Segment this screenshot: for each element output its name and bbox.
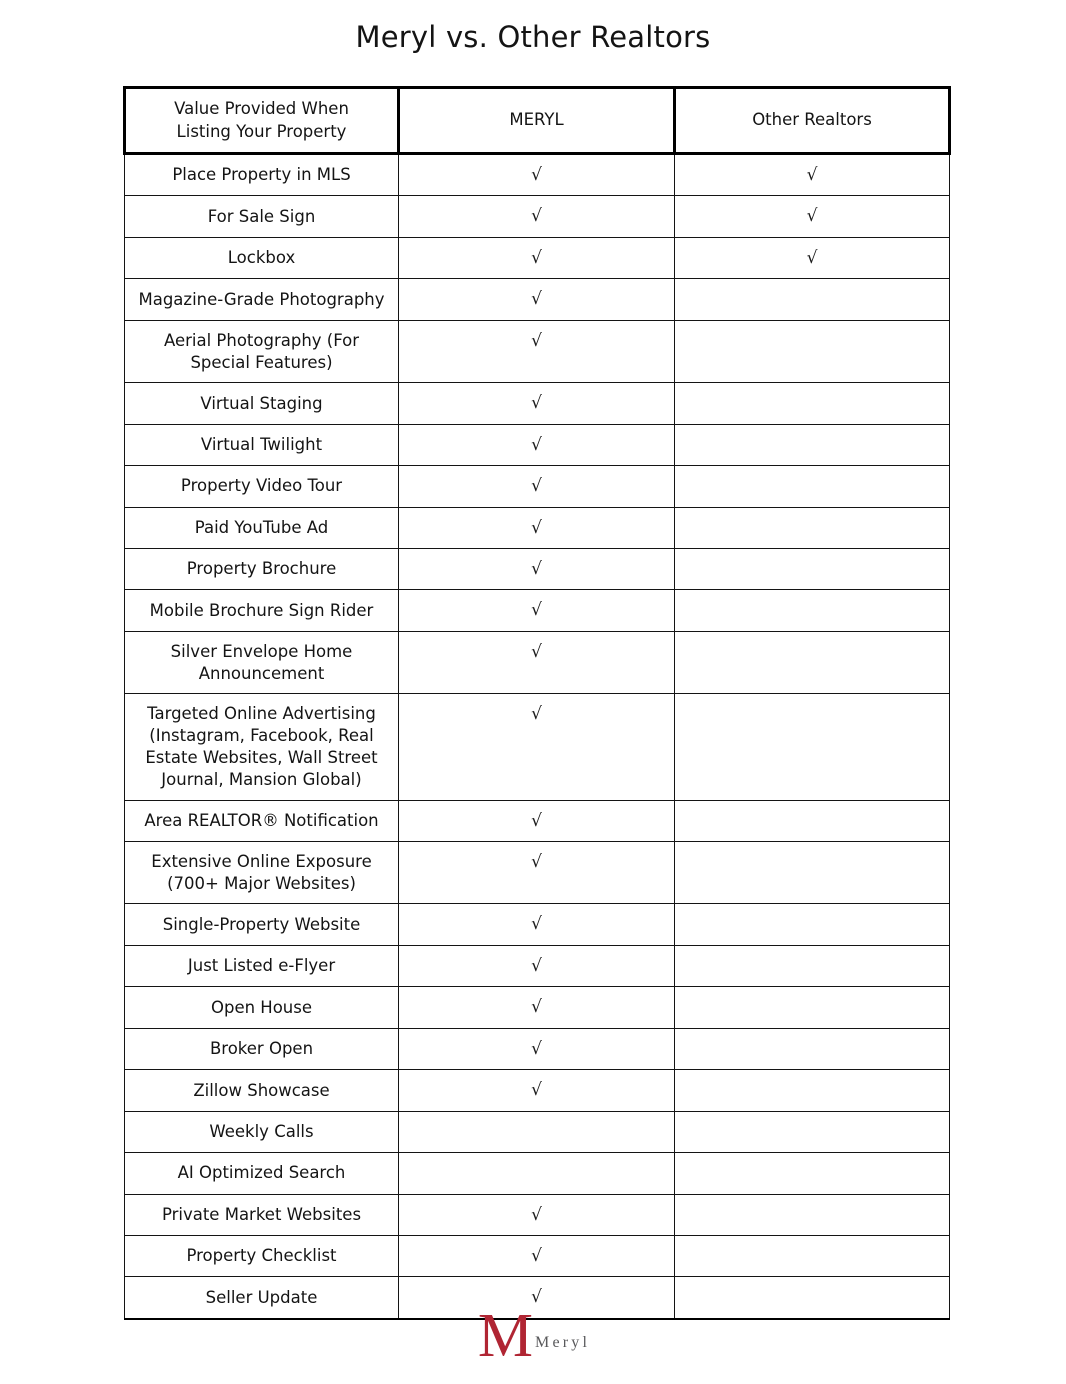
feature-cell — [125, 383, 399, 424]
checkmark-icon: √ — [531, 955, 542, 976]
checkmark-icon: √ — [531, 1245, 542, 1266]
meryl-mark-cell — [399, 549, 675, 590]
feature-label-line: Virtual Staging — [200, 393, 323, 413]
feature-label-line: Place Property in MLS — [172, 165, 351, 185]
checkmark-icon: √ — [531, 289, 542, 310]
meryl-mark-cell — [399, 1194, 675, 1235]
other-realtors-mark-cell — [675, 424, 950, 465]
meryl-logo-inner — [477, 1302, 591, 1370]
meryl-monogram-icon: M — [477, 1302, 534, 1370]
feature-label-line: Journal, Mansion Global) — [161, 769, 362, 789]
meryl-mark-cell — [399, 590, 675, 631]
other-realtors-mark-cell — [675, 904, 950, 945]
feature-label-line: Private Market Websites — [161, 1204, 362, 1224]
meryl-mark-cell — [399, 154, 675, 196]
meryl-mark-cell — [399, 1070, 675, 1111]
table-row — [125, 800, 950, 841]
feature-label-line: Zillow Showcase — [193, 1080, 330, 1100]
feature-label-line: Single-Property Website — [162, 914, 361, 934]
table-header — [125, 88, 950, 154]
checkmark-icon: √ — [531, 1287, 542, 1308]
feature-label-line: Extensive Online Exposure — [151, 851, 372, 871]
other-realtors-mark-cell — [675, 1194, 950, 1235]
feature-label-line: Paid YouTube Ad — [194, 517, 329, 537]
checkmark-icon: √ — [531, 393, 542, 414]
checkmark-icon: √ — [531, 600, 542, 621]
feature-label-line: Property Brochure — [186, 559, 337, 579]
checkmark-icon: √ — [531, 914, 542, 935]
checkmark-icon: √ — [531, 997, 542, 1018]
feature-cell — [125, 279, 399, 320]
other-realtors-mark-cell — [675, 1235, 950, 1276]
meryl-mark-cell — [399, 383, 675, 424]
comparison-table — [123, 86, 951, 1320]
feature-cell — [125, 507, 399, 548]
checkmark-icon: √ — [531, 165, 542, 185]
column-header-feature — [125, 88, 399, 154]
feature-cell — [125, 800, 399, 841]
table-row — [125, 154, 950, 196]
feature-cell — [125, 631, 399, 694]
table-row — [125, 1194, 950, 1235]
column-header-other-realtors: Other Realtors — [675, 88, 950, 154]
feature-cell — [125, 466, 399, 507]
checkmark-icon: √ — [531, 1080, 542, 1101]
feature-cell — [125, 590, 399, 631]
table-row — [125, 549, 950, 590]
feature-cell — [125, 1153, 399, 1194]
feature-cell — [125, 1070, 399, 1111]
other-realtors-mark-cell — [675, 237, 950, 278]
page-title: Meryl vs. Other Realtors — [355, 20, 711, 54]
meryl-wordmark: Meryl — [535, 1334, 591, 1351]
meryl-mark-cell — [399, 1028, 675, 1069]
table-row — [125, 196, 950, 237]
feature-label-line: Property Video Tour — [180, 476, 343, 496]
other-realtors-mark-cell — [675, 1153, 950, 1194]
meryl-mark-cell — [399, 1111, 675, 1152]
checkmark-icon: √ — [531, 476, 542, 497]
feature-label-line: Virtual Twilight — [200, 435, 323, 455]
table-row — [125, 694, 950, 800]
table-row — [125, 424, 950, 465]
feature-cell — [125, 904, 399, 945]
table-body — [125, 154, 950, 1319]
feature-label-line: AI Optimized Search — [177, 1163, 346, 1183]
table-row — [125, 1111, 950, 1152]
table-row — [125, 904, 950, 945]
checkmark-icon: √ — [531, 810, 542, 831]
feature-label-line: Weekly Calls — [209, 1121, 314, 1141]
checkmark-icon: √ — [531, 434, 542, 455]
feature-label-line: Seller Update — [205, 1287, 318, 1307]
checkmark-icon: √ — [531, 1038, 542, 1059]
feature-label-line: Targeted Online Advertising — [147, 704, 376, 724]
feature-label-line: For Sale Sign — [207, 206, 316, 226]
feature-cell — [125, 1235, 399, 1276]
checkmark-icon: √ — [531, 851, 542, 872]
table-row — [125, 1028, 950, 1069]
feature-cell — [125, 154, 399, 196]
checkmark-icon: √ — [531, 517, 542, 538]
feature-label-line: Announcement — [198, 663, 325, 683]
meryl-mark-cell — [399, 507, 675, 548]
feature-label-line: Broker Open — [209, 1039, 314, 1059]
table-row — [125, 987, 950, 1028]
other-realtors-mark-cell — [675, 549, 950, 590]
feature-label-line: Estate Websites, Wall Street — [145, 747, 378, 767]
meryl-logo — [0, 1302, 1066, 1370]
meryl-mark-cell — [399, 631, 675, 694]
table-row — [125, 1153, 950, 1194]
table-row — [125, 590, 950, 631]
other-realtors-mark-cell — [675, 1028, 950, 1069]
other-realtors-mark-cell — [675, 694, 950, 800]
feature-cell — [125, 945, 399, 986]
table-row — [125, 237, 950, 278]
other-realtors-mark-cell — [675, 383, 950, 424]
other-realtors-mark-cell — [675, 1070, 950, 1111]
other-realtors-mark-cell — [675, 590, 950, 631]
feature-label-line: (700+ Major Websites) — [167, 873, 356, 893]
checkmark-icon: √ — [531, 247, 542, 268]
feature-cell — [125, 549, 399, 590]
feature-label-line: Special Features) — [190, 352, 333, 372]
meryl-mark-cell — [399, 800, 675, 841]
table-row — [125, 1070, 950, 1111]
table-row — [125, 383, 950, 424]
meryl-mark-cell — [399, 945, 675, 986]
table-header-row — [125, 88, 950, 154]
meryl-mark-cell — [399, 987, 675, 1028]
feature-cell — [125, 1194, 399, 1235]
other-realtors-mark-cell — [675, 320, 950, 383]
other-realtors-mark-cell — [675, 987, 950, 1028]
feature-label-line: Open House — [210, 997, 313, 1017]
checkmark-icon: √ — [531, 330, 542, 351]
feature-cell — [125, 237, 399, 278]
feature-label-line: Area REALTOR® Notification — [144, 810, 379, 830]
checkmark-icon: √ — [531, 641, 542, 662]
other-realtors-mark-cell — [675, 279, 950, 320]
meryl-mark-cell — [399, 237, 675, 278]
feature-label-line: Lockbox — [227, 248, 296, 268]
feature-cell — [125, 1111, 399, 1152]
checkmark-icon: √ — [806, 206, 818, 227]
feature-label-line: (Instagram, Facebook, Real — [149, 726, 374, 746]
checkmark-icon: √ — [531, 1204, 542, 1225]
table-row — [125, 279, 950, 320]
other-realtors-mark-cell — [675, 154, 950, 196]
other-realtors-mark-cell — [675, 841, 950, 904]
feature-label-line: Just Listed e-Flyer — [187, 956, 336, 976]
meryl-mark-cell — [399, 320, 675, 383]
table-row — [125, 507, 950, 548]
feature-cell — [125, 424, 399, 465]
feature-cell — [125, 320, 399, 383]
table-row — [125, 841, 950, 904]
other-realtors-mark-cell — [675, 466, 950, 507]
feature-label-line: Mobile Brochure Sign Rider — [149, 600, 374, 620]
other-realtors-mark-cell — [675, 945, 950, 986]
table-row — [125, 1235, 950, 1276]
meryl-mark-cell — [399, 904, 675, 945]
meryl-mark-cell — [399, 841, 675, 904]
feature-cell — [125, 987, 399, 1028]
checkmark-icon: √ — [806, 165, 818, 185]
column-header-feature-line-2: Listing Your Property — [176, 121, 347, 141]
table-row — [125, 631, 950, 694]
column-header-meryl: MERYL — [399, 88, 675, 154]
feature-cell — [125, 694, 399, 800]
feature-label-line: Magazine-Grade Photography — [138, 289, 385, 309]
meryl-mark-cell — [399, 694, 675, 800]
other-realtors-mark-cell — [675, 800, 950, 841]
meryl-mark-cell — [399, 466, 675, 507]
other-realtors-mark-cell — [675, 507, 950, 548]
checkmark-icon: √ — [531, 206, 542, 227]
feature-label-line: Property Checklist — [186, 1246, 337, 1266]
meryl-mark-cell — [399, 1235, 675, 1276]
checkmark-icon: √ — [806, 247, 818, 268]
checkmark-icon: √ — [531, 559, 542, 580]
table-row — [125, 466, 950, 507]
comparison-table-container — [123, 86, 948, 1320]
other-realtors-mark-cell — [675, 631, 950, 694]
other-realtors-mark-cell — [675, 196, 950, 237]
table-row — [125, 945, 950, 986]
meryl-mark-cell — [399, 1153, 675, 1194]
other-realtors-mark-cell — [675, 1111, 950, 1152]
feature-label-line: Silver Envelope Home — [170, 641, 353, 661]
feature-cell — [125, 841, 399, 904]
table-row — [125, 320, 950, 383]
meryl-mark-cell — [399, 424, 675, 465]
feature-cell — [125, 1028, 399, 1069]
column-header-feature-line-1: Value Provided When — [174, 99, 349, 119]
meryl-mark-cell — [399, 196, 675, 237]
feature-label-line: Aerial Photography (For — [163, 330, 360, 350]
checkmark-icon: √ — [531, 704, 542, 725]
meryl-mark-cell — [399, 279, 675, 320]
feature-cell — [125, 196, 399, 237]
